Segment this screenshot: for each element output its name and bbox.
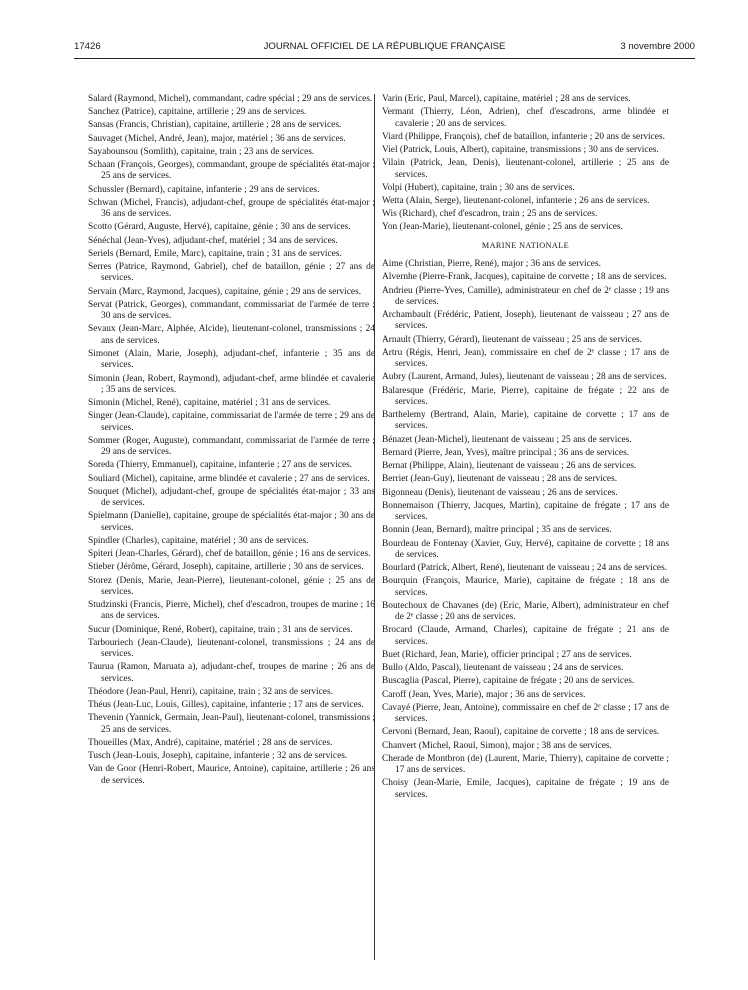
list-item: Serres (Patrice, Raymond, Gabriel), chef de bataillon, génie ; 27 ans de services.	[88, 262, 375, 284]
list-item: Spielmann (Danielle), capitaine, groupe de spécialités état-major ; 30 ans de services.	[88, 511, 375, 533]
list-item: Cervoni (Bernard, Jean, Raoul), capitaine de corvette ; 18 ans de services.	[382, 727, 660, 738]
list-item: Sanchez (Patrice), capitaine, artillerie ; 29 ans de services.	[88, 107, 307, 118]
list-item: Bénazet (Jean-Michel), lieutenant de vaisseau ; 25 ans de services.	[382, 434, 632, 445]
list-item: Soreda (Thierry, Emmanuel), capitaine, infanterie ; 27 ans de services.	[88, 460, 353, 471]
list-item: Simonin (Jean, Robert, Raymond), adjudant-chef, arme blindée et cavalerie ; 35 ans de services.	[88, 373, 375, 395]
list-item: Viard (Philippe, François), chef de bataillon, infanterie ; 20 ans de services.	[382, 131, 665, 142]
list-item: Spiteri (Jean-Charles, Gérard), chef de bataillon, génie ; 16 ans de services.	[88, 549, 371, 560]
list-item: Buet (Richard, Jean, Marie), officier principal ; 27 ans de services.	[382, 649, 632, 660]
list-item: Cavayé (Pierre, Jean, Antoine), commissaire en chef de 2ᵉ classe ; 17 ans de services.	[382, 702, 669, 725]
list-item: Sucur (Dominique, René, Robert), capitaine, train ; 31 ans de services.	[88, 624, 353, 635]
list-item: Boutechoux de Chavanes (de) (Eric, Marie, Albert), administrateur en chef de 2ᵉ classe ; 20 ans de services.	[382, 600, 669, 623]
list-item: Vermant (Thierry, Léon, Adrien), chef d'escadrons, arme blindée et cavalerie ; 20 ans de services.	[382, 107, 669, 129]
list-item: Simonet (Alain, Marie, Joseph), adjudant-chef, infanterie ; 35 ans de services.	[88, 349, 375, 371]
list-item: Bonnin (Jean, Bernard), maître principal ; 35 ans de services.	[382, 525, 612, 536]
list-item: Souliard (Michel), capitaine, arme blindée et cavalerie ; 27 ans de services.	[88, 473, 370, 484]
list-item: Berriet (Jean-Guy), lieutenant de vaisseau ; 28 ans de services.	[382, 474, 618, 485]
list-item: Schussler (Bernard), capitaine, infanterie ; 29 ans de services.	[88, 184, 320, 195]
list-item: Simonin (Michel, René), capitaine, matériel ; 31 ans de services.	[88, 398, 331, 409]
list-item: Aubry (Laurent, Armand, Jules), lieutenant de vaisseau ; 28 ans de services.	[382, 372, 667, 383]
list-item: Arnault (Thierry, Gérard), lieutenant de vaisseau ; 25 ans de services.	[382, 334, 642, 345]
list-item: Vilain (Patrick, Jean, Denis), lieutenant-colonel, artillerie ; 25 ans de services.	[382, 158, 669, 180]
list-item: Bourquin (François, Maurice, Marie), capitaine de frégate ; 18 ans de services.	[382, 576, 669, 598]
list-item: Studzinski (Francis, Pierre, Michel), chef d'escadron, troupes de marine ; 16 ans de services.	[88, 600, 375, 622]
list-item: Viel (Patrick, Louis, Albert), capitaine, transmissions ; 30 ans de services.	[382, 145, 659, 155]
list-item: Caroff (Jean, Yves, Marie), major ; 36 ans de services.	[382, 689, 586, 700]
list-item: Archambault (Frédéric, Patient, Joseph), lieutenant de vaisseau ; 27 ans de services.	[382, 310, 669, 332]
list-item: Thoueilles (Max, André), capitaine, matériel ; 28 ans de services.	[88, 737, 333, 748]
left-column	[88, 94, 375, 789]
list-item: Cherade de Montbron (de) (Laurent, Marie, Thierry), capitaine de corvette ; 17 ans de services.	[382, 753, 669, 776]
list-item: Balaresque (Frédéric, Marie, Pierre), capitaine de frégate ; 22 ans de services.	[382, 385, 669, 407]
list-item: Singer (Jean-Claude), capitaine, commissariat de l'armée de terre ; 29 ans de services.	[88, 411, 375, 433]
list-item: Chanvert (Michel, Raoul, Simon), major ; 38 ans de services.	[382, 740, 612, 751]
right-column-navy-list	[382, 259, 669, 801]
list-item: Brocard (Claude, Armand, Charles), capitaine de frégate ; 21 ans de services.	[382, 625, 669, 647]
list-item: Souquet (Michel), adjudant-chef, groupe de spécialités état-major ; 33 ans de services.	[88, 486, 375, 509]
list-item: Sevaux (Jean-Marc, Alphée, Alcide), lieutenant-colonel, transmissions ; 24 ans de services.	[88, 324, 375, 346]
list-item: Yon (Jean-Marie), lieutenant-colonel, génie ; 25 ans de services.	[382, 222, 623, 233]
list-item: Bernat (Philippe, Alain), lieutenant de vaisseau ; 26 ans de services.	[382, 461, 637, 472]
list-item: Andrieu (Pierre-Yves, Camille), administrateur en chef de 2ᵉ classe ; 19 ans de services.	[382, 285, 669, 307]
list-item: Seriels (Bernard, Emile, Marc), capitaine, train ; 31 ans de services.	[88, 248, 342, 259]
list-item: Tusch (Jean-Louis, Joseph), capitaine, infanterie ; 32 ans de services.	[88, 751, 348, 762]
journal-title: JOURNAL OFFICIEL DE LA RÉPUBLIQUE FRANÇAISE	[263, 41, 506, 52]
section-title: MARINE NATIONALE	[481, 240, 570, 250]
right-column-army-list	[382, 94, 669, 234]
list-item: Sansas (Francis, Christian), capitaine, artillerie ; 28 ans de services.	[88, 120, 342, 131]
list-item: Aime (Christian, Pierre, René), major ; 36 ans de services.	[382, 259, 601, 270]
list-item: Scotto (Gérard, Auguste, Hervé), capitaine, génie ; 30 ans de services.	[88, 222, 351, 233]
list-item: Stieber (Jérôme, Gérard, Joseph), capitaine, artillerie ; 30 ans de services.	[88, 562, 364, 573]
list-item: Varin (Eric, Paul, Marcel), capitaine, matériel ; 28 ans de services.	[382, 94, 631, 104]
list-item: Théus (Jean-Luc, Louis, Gilles), capitaine, infanterie ; 17 ans de services.	[88, 700, 364, 711]
list-item: Schaan (François, Georges), commandant, groupe de spécialités état-major ; 25 ans de services.	[88, 160, 375, 182]
list-item: Théodore (Jean-Paul, Henri), capitaine, train ; 32 ans de services.	[88, 686, 333, 697]
list-item: Buscaglia (Pascal, Pierre), capitaine de frégate ; 20 ans de services.	[382, 676, 635, 687]
column-separator	[374, 94, 375, 960]
list-item: Barthelemy (Bertrand, Alain, Marie), capitaine de corvette ; 17 ans de services.	[382, 410, 669, 432]
list-item: Storez (Denis, Marie, Jean-Pierre), lieutenant-colonel, génie ; 25 ans de services.	[88, 575, 375, 597]
list-item: Van de Goor (Henri-Robert, Maurice, Antoine), capitaine, artillerie ; 26 ans de services.	[88, 764, 375, 786]
header-rule	[74, 58, 695, 59]
list-item: Alvernhe (Pierre-Frank, Jacques), capitaine de corvette ; 18 ans de services.	[382, 272, 667, 283]
list-item: Sauvaget (Michel, André, Jean), major, matériel ; 36 ans de services.	[88, 133, 346, 144]
list-item: Bonnemaison (Thierry, Jacques, Martin), capitaine de frégate ; 17 ans de services.	[382, 500, 669, 523]
list-item: Wis (Richard), chef d'escadron, train ; 25 ans de services.	[382, 209, 598, 220]
list-item: Taurua (Ramon, Maruata a), adjudant-chef, troupes de marine ; 26 ans de services.	[88, 662, 375, 684]
list-item: Sommer (Roger, Auguste), commandant, commissariat de l'armée de terre ; 29 ans de services.	[88, 435, 375, 458]
publication-date: 3 novembre 2000	[620, 41, 695, 52]
list-item: Bernard (Pierre, Jean, Yves), maître principal ; 36 ans de services.	[382, 447, 630, 458]
list-item: Bourdeau de Fontenay (Xavier, Guy, Hervé), capitaine de corvette ; 18 ans de services.	[382, 538, 669, 560]
page-header	[74, 41, 695, 55]
list-item: Spindler (Charles), capitaine, matériel ; 30 ans de services.	[88, 535, 309, 546]
list-item: Artru (Régis, Henri, Jean), commissaire en chef de 2ᵉ classe ; 17 ans de services.	[382, 347, 669, 370]
list-item: Thevenin (Yannick, Germain, Jean-Paul), lieutenant-colonel, transmissions ; 25 ans de services.	[88, 713, 375, 735]
list-item: Salard (Raymond, Michel), commandant, cadre spécial ; 29 ans de services.	[88, 94, 373, 104]
list-item: Sayabounsou (Somlith), capitaine, train ; 23 ans de services.	[88, 146, 315, 157]
page-number: 17426	[74, 41, 101, 52]
list-item: Choisy (Jean-Marie, Emile, Jacques), capitaine de frégate ; 19 ans de services.	[382, 778, 669, 800]
list-item: Servain (Marc, Raymond, Jacques), capitaine, génie ; 29 ans de services.	[88, 286, 362, 297]
list-item: Bourlard (Patrick, Albert, René), lieutenant de vaisseau ; 24 ans de services.	[382, 563, 668, 574]
list-item: Schwan (Michel, Francis), adjudant-chef, groupe de spécialités état-major ; 36 ans de services.	[88, 197, 375, 220]
list-item: Wetta (Alain, Serge), lieutenant-colonel, infanterie ; 26 ans de services.	[382, 196, 650, 206]
list-item: Bullo (Aldo, Pascal), lieutenant de vaisseau ; 24 ans de services.	[382, 663, 624, 674]
list-item: Tarbouriech (Jean-Claude), lieutenant-colonel, transmissions ; 24 ans de services.	[88, 637, 375, 660]
list-item: Volpi (Hubert), capitaine, train ; 30 ans de services.	[382, 182, 575, 193]
list-item: Sénéchal (Jean-Yves), adjudant-chef, matériel ; 34 ans de services.	[88, 235, 338, 246]
right-column	[382, 94, 669, 803]
list-item: Bigonneau (Denis), lieutenant de vaisseau ; 26 ans de services.	[382, 487, 618, 498]
list-item: Servat (Patrick, Georges), commandant, commissariat de l'armée de terre ; 30 ans de services.	[88, 299, 375, 322]
